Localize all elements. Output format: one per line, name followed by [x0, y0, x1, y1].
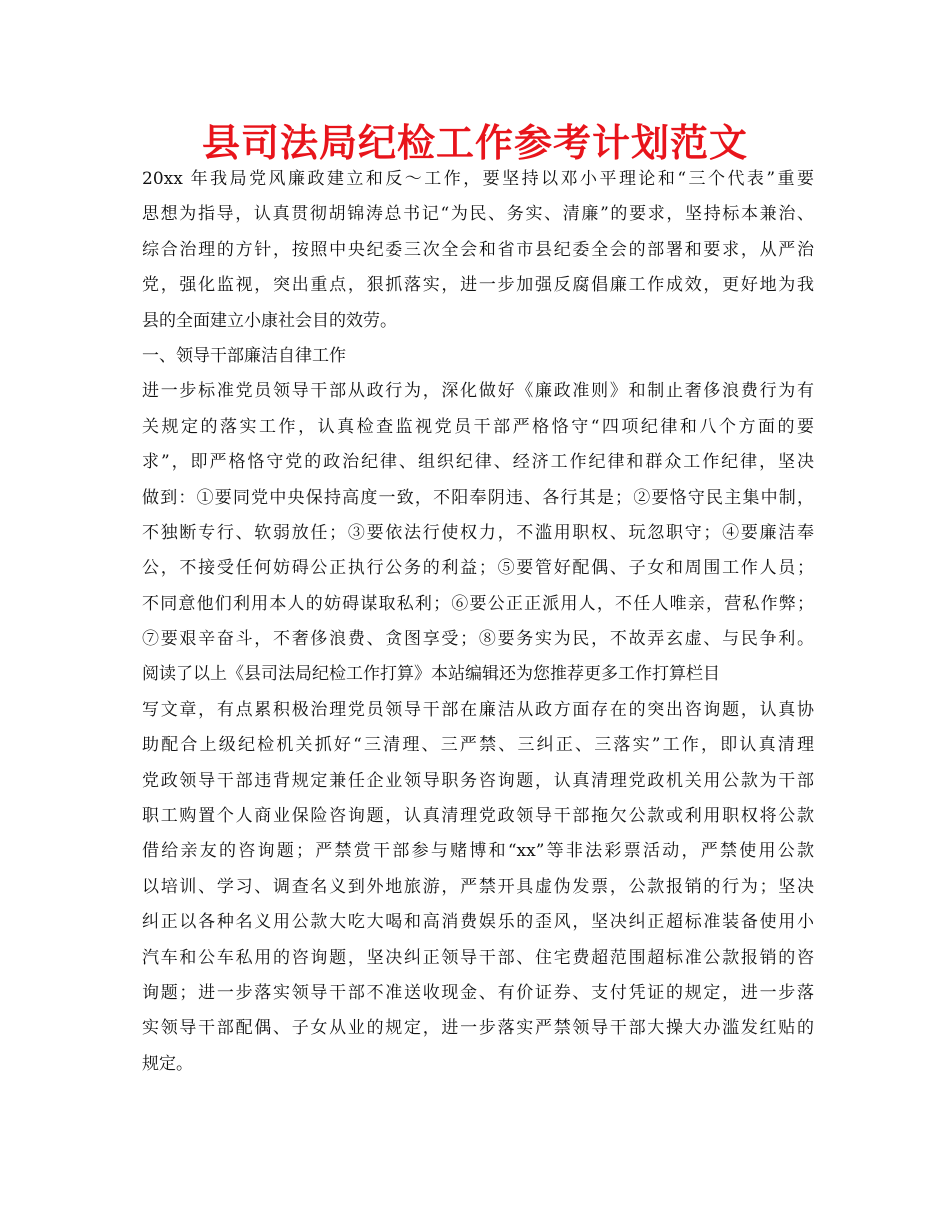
body-line: 写文章，有点累积极治理党员领导干部在廉洁从政方面存在的突出咨询题，认真协	[142, 699, 814, 720]
body-line: 借给亲友的咨询题；严禁赏干部参与赌博和“xx”等非法彩票活动，严禁使用公款	[142, 841, 814, 862]
body-line: 党政领导干部违背规定兼任企业领导职务咨询题，认真清理党政机关用公款为干部	[142, 770, 814, 791]
document-body	[142, 162, 814, 1082]
body-line: 以培训、学习、调查名义到外地旅游，严禁开具虚伪发票，公款报销的行为；坚决	[142, 876, 814, 897]
body-line: 做到：①要同党中央保持高度一致，不阳奉阴违、各行其是；②要恪守民主集中制，	[142, 487, 814, 508]
body-line: 公，不接受任何妨碍公正执行公务的利益；⑤要管好配偶、子女和周围工作人员；	[142, 558, 814, 579]
document-title: 县司法局纪检工作参考计划范文	[201, 121, 748, 165]
body-line: 询题；进一步落实领导干部不准送收现金、有价证券、支付凭证的规定，进一步落	[142, 982, 814, 1003]
body-line: 进一步标准党员领导干部从政行为，深化做好《廉政准则》和制止奢侈浪费行为有	[142, 381, 814, 402]
body-line: 汽车和公车私用的咨询题，坚决纠正领导干部、住宅费超范围超标准公款报销的咨	[142, 947, 814, 968]
body-line: 20xx 年我局党风廉政建立和反～工作，要坚持以邓小平理论和“三个代表”重要	[142, 169, 814, 189]
body-line: 阅读了以上《县司法局纪检工作打算》本站编辑还为您推荐更多工作打算栏目	[142, 664, 720, 685]
body-line: 关规定的落实工作，认真检查监视党员干部严格恪守“四项纪律和八个方面的要	[142, 416, 814, 437]
body-line: 助配合上级纪检机关抓好“三清理、三严禁、三纠正、三落实”工作，即认真清理	[142, 735, 814, 756]
body-line: ⑦要艰辛奋斗，不奢侈浪费、贪图享受；⑧要务实为民，不故弄玄虚、与民争利。	[142, 629, 814, 650]
section-heading: 一、领导干部廉洁自律工作	[142, 345, 346, 366]
body-line: 不同意他们利用本人的妨碍谋取私利；⑥要公正正派用人，不任人唯亲，营私作弊；	[142, 593, 814, 614]
body-line: 职工购置个人商业保险咨询题，认真清理党政领导干部拖欠公款或利用职权将公款	[142, 806, 814, 827]
body-line: 纠正以各种名义用公款大吃大喝和高消费娱乐的歪风，坚决纠正超标准装备使用小	[142, 912, 814, 933]
body-line: 思想为指导，认真贯彻胡锦涛总书记“为民、务实、清廉”的要求，坚持标本兼治、	[142, 204, 814, 225]
body-line: 求”，即严格恪守党的政治纪律、组织纪律、经济工作纪律和群众工作纪律，坚决	[142, 452, 814, 473]
body-line: 综合治理的方针，按照中央纪委三次全会和省市县纪委全会的部署和要求，从严治	[142, 239, 814, 260]
body-line: 规定。	[142, 1053, 193, 1074]
body-line: 实领导干部配偶、子女从业的规定，进一步落实严禁领导干部大操大办滥发红贴的	[142, 1018, 814, 1039]
body-line: 县的全面建立小康社会目的效劳。	[142, 310, 397, 331]
body-line: 不独断专行、软弱放任；③要依法行使权力，不滥用职权、玩忽职守；④要廉洁奉	[142, 522, 814, 543]
body-line: 党，强化监视，突出重点，狠抓落实，进一步加强反腐倡廉工作成效，更好地为我	[142, 275, 814, 296]
